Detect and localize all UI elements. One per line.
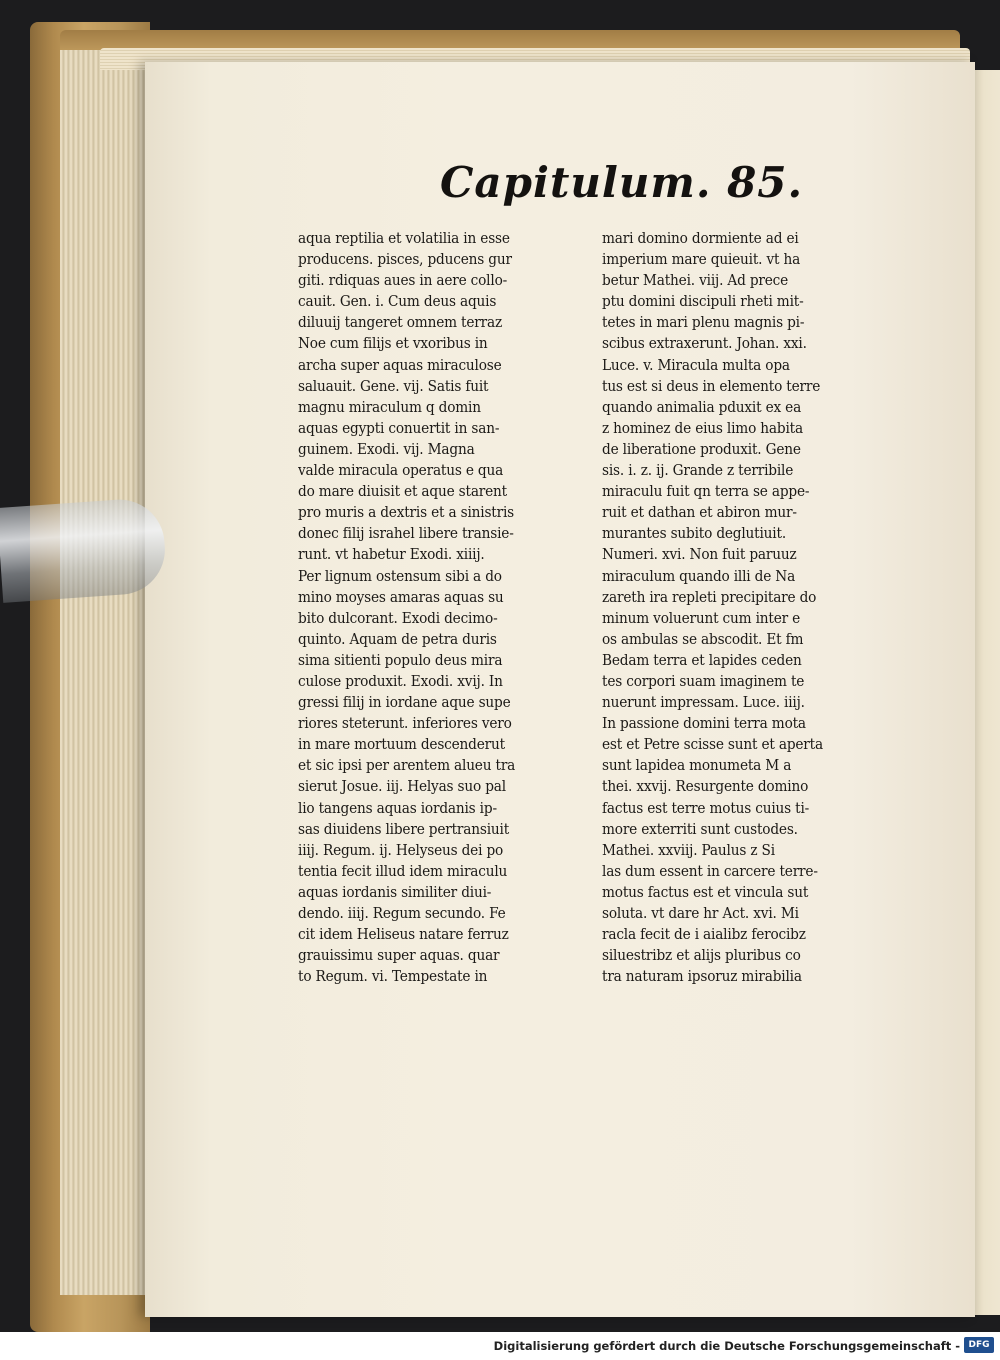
text-line: mari domino dormiente ad ei [602,229,799,247]
text-line: miraculum quando illi de Na [602,566,796,585]
text-line: est et Petre scisse sunt et aperta [602,735,823,754]
dfg-logo: DFG [964,1337,994,1353]
text-line: Noe cum filijs et vxoribus in [298,334,488,353]
text-line: sima sitienti populo deus mira [298,650,503,669]
text-line: z hominez de eius limo habita [602,418,803,437]
text-line: grauissimu super aquas. quar [298,946,500,965]
text-line: Luce. v. Miracula multa opa [602,355,790,374]
text-line: gressi filij in iordane aque supe [298,693,511,712]
footer-bar [0,1332,1000,1360]
text-line: ptu domini discipuli rheti mit- [602,292,804,311]
text-line: racla fecit de i aialibz ferocibz [602,925,806,944]
text-line: aqua reptilia et volatilia in esse [298,229,510,247]
text-line: guinem. Exodi. vij. Magna [298,439,475,458]
text-line: runt. vt habetur Exodi. xiiij. [298,545,485,564]
text-line: aquas egypti conuertit in san- [298,418,500,437]
text-line: to Regum. vi. Tempestate in [298,967,488,986]
text-line: ruit et dathan et abiron mur- [602,503,797,522]
text-line: os ambulas se abscodit. Et fm [602,629,804,648]
page-holder-rod [0,497,168,603]
text-line: nuerunt impressam. Luce. iiij. [602,693,805,712]
text-line: aquas iordanis similiter diui- [298,882,492,901]
text-line: tentia fecit illud idem miraculu [298,861,508,880]
text-line: imperium mare quieuit. vt ha [602,250,801,269]
text-line: tes corpori suam imaginem te [602,671,805,690]
text-line: Per lignum ostensum sibi a do [298,566,502,585]
text-line: pro muris a dextris et a sinistris [298,503,514,522]
text-column-left [298,228,566,987]
text-line: archa super aquas miraculose [298,355,502,374]
text-line: las dum essent in carcere terre- [602,861,818,880]
text-line: donec filij israhel libere transie- [298,524,514,543]
text-line: culose produxit. Exodi. xvij. In [298,671,503,690]
text-line: minum voluerunt cum inter e [602,608,801,627]
text-line: do mare diuisit et aque starent [298,482,507,501]
text-line: cauit. Gen. i. Cum deus aquis [298,292,497,311]
text-line: quinto. Aquam de petra duris [298,629,497,648]
text-line: tus est si deus in elemento terre [602,376,821,395]
text-line: thei. xxvij. Resurgente domino [602,777,809,796]
text-line: betur Mathei. viij. Ad prece [602,271,789,290]
text-line: diluuij tangeret omnem terraz [298,313,502,332]
text-column-right [602,228,870,987]
text-line: bito dulcorant. Exodi decimo- [298,608,498,627]
text-line: valde miracula operatus e qua [298,461,504,480]
text-line: soluta. vt dare hr Act. xvi. Mi [602,904,799,922]
text-line: et sic ipsi per arentem alueu tra [298,756,516,775]
text-line: sierut Josue. iij. Helyas suo pal [298,777,506,796]
text-line: sas diuidens libere pertransiuit [298,819,510,838]
text-line: producens. pisces, pducens gur [298,250,512,269]
text-line: mino moyses amaras aquas su [298,587,504,606]
text-line: In passione domini terra mota [602,714,806,733]
text-line: dendo. iiij. Regum secundo. Fe [298,904,506,922]
text-line: Bedam terra et lapides ceden [602,650,802,669]
chapter-heading: Capitulum. 85. [440,158,804,207]
text-line: Numeri. xvi. Non fuit paruuz [602,545,797,564]
text-line: sunt lapidea monumeta M a [602,756,792,775]
text-line: motus factus est et vincula sut [602,882,809,901]
text-line: miraculu fuit qn terra se appe- [602,482,810,501]
text-line: factus est terre motus cuius ti- [602,798,810,817]
text-line: zareth ira repleti precipitare do [602,587,817,606]
text-line: saluauit. Gene. vij. Satis fuit [298,376,489,395]
text-line: tetes in mari plenu magnis pi- [602,313,805,332]
text-line: more exterriti sunt custodes. [602,819,798,838]
text-line: murantes subito deglutiuit. [602,524,786,543]
text-line: quando animalia pduxit ex ea [602,397,802,416]
text-line: de liberatione produxit. Gene [602,439,801,458]
funding-credit: Digitalisierung gefördert durch die Deutsche Forschungsgemeinschaft - [493,1339,960,1353]
text-line: sis. i. z. ij. Grande z terribile [602,461,794,480]
text-line: lio tangens aquas iordanis ip- [298,798,497,817]
text-line: giti. rdiquas aues in aere collo- [298,271,508,290]
text-line: riores steterunt. inferiores vero [298,714,512,733]
text-line: scibus extraxerunt. Johan. xxi. [602,334,807,353]
text-line: Mathei. xxviij. Paulus z Si [602,840,775,859]
text-line: siluestribz et alijs pluribus co [602,946,801,965]
text-line: cit idem Heliseus natare ferruz [298,925,509,944]
text-line: iiij. Regum. ij. Helyseus dei po [298,840,504,859]
text-line: in mare mortuum descenderut [298,735,505,754]
text-line: tra naturam ipsoruz mirabilia [602,967,802,986]
text-line: magnu miraculum q domin [298,397,481,416]
